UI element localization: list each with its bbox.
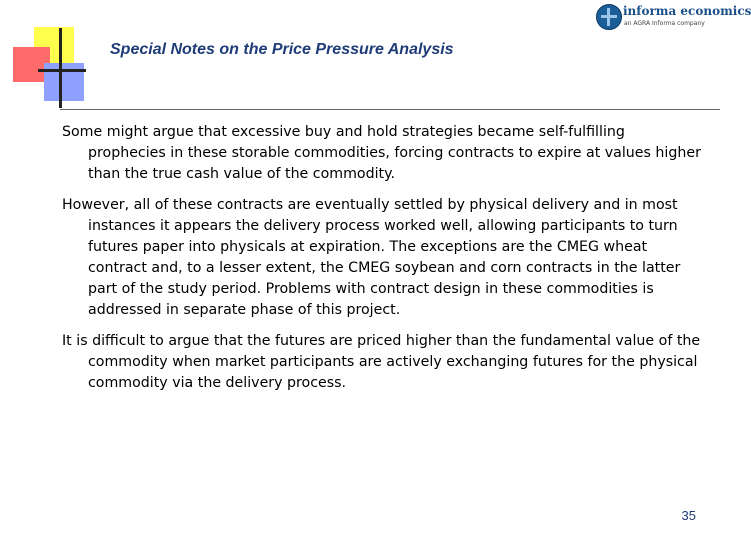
slide-title: Special Notes on the Price Pressure Analysis <box>110 41 454 58</box>
company-logo <box>594 2 751 32</box>
paragraph: However, all of these contracts are eventually settled by physical delivery and in most instances it appears the delivery process worked well, allowing participants to turn futures paper into physicals at expiration. The exceptions are the CMEG wheat contract and, to a lesser extent, the CMEG soybean and corn contracts in the latter part of the study period. Problems with contract design in these commodities is addressed in separate phase of this project. <box>62 197 681 318</box>
logo-tagline: an AGRA Informa company <box>624 20 705 27</box>
decor-line-vertical <box>59 28 62 108</box>
logo-name: informa economics <box>623 4 751 18</box>
slide-body <box>62 122 702 404</box>
title-divider <box>60 109 720 110</box>
page-number: 35 <box>681 508 696 523</box>
globe-icon <box>596 4 622 30</box>
paragraph: It is difficult to argue that the futures are priced higher than the fundamental value of the commodity when market participants are actively exchanging futures for the physical commodity via the delivery process. <box>62 333 701 391</box>
paragraph: Some might argue that excessive buy and hold strategies became self-fulfilling prophecies in these storable commodities, forcing contracts to expire at values higher than the true cash value of the commodity. <box>62 124 701 182</box>
decor-line-horizontal <box>38 69 86 72</box>
